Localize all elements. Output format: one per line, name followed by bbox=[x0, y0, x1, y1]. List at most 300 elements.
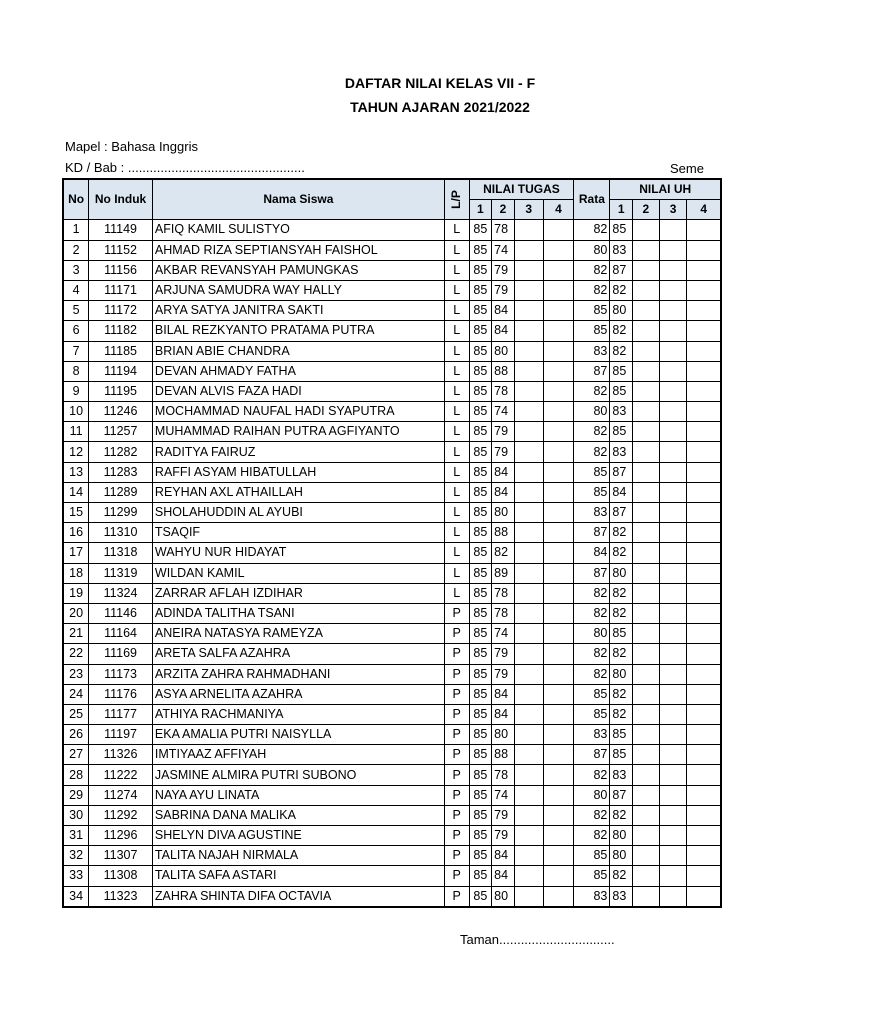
cell-uh-3 bbox=[659, 846, 687, 866]
cell-tugas-1: 85 bbox=[469, 603, 492, 623]
table-row bbox=[63, 846, 721, 866]
cell-uh-3 bbox=[659, 583, 687, 603]
cell-tugas-3 bbox=[514, 260, 543, 280]
cell-tugas-2: 79 bbox=[492, 826, 515, 846]
cell-no: 32 bbox=[63, 846, 89, 866]
cell-uh-4 bbox=[687, 361, 721, 381]
cell-uh-4 bbox=[687, 866, 721, 886]
cell-no: 16 bbox=[63, 523, 89, 543]
cell-tugas-1: 85 bbox=[469, 644, 492, 664]
grade-table-container bbox=[62, 178, 708, 914]
table-row bbox=[63, 624, 721, 644]
cell-tugas-2: 84 bbox=[492, 846, 515, 866]
cell-tugas-4 bbox=[543, 442, 574, 462]
header-tugas-3: 3 bbox=[514, 200, 543, 220]
table-row bbox=[63, 583, 721, 603]
cell-uh-2 bbox=[633, 684, 660, 704]
cell-uh-4 bbox=[687, 725, 721, 745]
cell-tugas-1: 85 bbox=[469, 785, 492, 805]
cell-nama: ARYA SATYA JANITRA SAKTI bbox=[152, 301, 444, 321]
cell-uh-2 bbox=[633, 361, 660, 381]
cell-no: 34 bbox=[63, 886, 89, 907]
cell-tugas-3 bbox=[514, 280, 543, 300]
cell-tugas-3 bbox=[514, 361, 543, 381]
cell-lp: L bbox=[444, 523, 469, 543]
cell-uh-1: 87 bbox=[610, 462, 633, 482]
header-lp: L/P bbox=[444, 179, 469, 220]
cell-uh-4 bbox=[687, 321, 721, 341]
cell-uh-2 bbox=[633, 280, 660, 300]
cell-tugas-2: 88 bbox=[492, 523, 515, 543]
cell-tugas-4 bbox=[543, 704, 574, 724]
cell-lp: L bbox=[444, 240, 469, 260]
cell-no-induk: 11182 bbox=[89, 321, 153, 341]
cell-tugas-1: 85 bbox=[469, 805, 492, 825]
cell-tugas-1: 85 bbox=[469, 301, 492, 321]
cell-rata: 87 bbox=[574, 745, 610, 765]
cell-uh-2 bbox=[633, 664, 660, 684]
cell-lp: L bbox=[444, 482, 469, 502]
cell-nama: JASMINE ALMIRA PUTRI SUBONO bbox=[152, 765, 444, 785]
cell-uh-2 bbox=[633, 704, 660, 724]
cell-rata: 82 bbox=[574, 603, 610, 623]
cell-uh-1: 80 bbox=[610, 664, 633, 684]
cell-tugas-3 bbox=[514, 886, 543, 907]
cell-tugas-1: 85 bbox=[469, 543, 492, 563]
cell-tugas-3 bbox=[514, 745, 543, 765]
cell-no: 28 bbox=[63, 765, 89, 785]
cell-lp: P bbox=[444, 805, 469, 825]
cell-tugas-3 bbox=[514, 402, 543, 422]
cell-uh-3 bbox=[659, 280, 687, 300]
cell-tugas-2: 79 bbox=[492, 422, 515, 442]
cell-uh-3 bbox=[659, 704, 687, 724]
cell-uh-3 bbox=[659, 745, 687, 765]
cell-uh-1: 82 bbox=[610, 523, 633, 543]
cell-tugas-4 bbox=[543, 341, 574, 361]
table-row bbox=[63, 321, 721, 341]
cell-tugas-2: 84 bbox=[492, 684, 515, 704]
cell-uh-4 bbox=[687, 381, 721, 401]
header-no-induk: No Induk bbox=[89, 179, 153, 220]
cell-rata: 84 bbox=[574, 543, 610, 563]
cell-nama: SHELYN DIVA AGUSTINE bbox=[152, 826, 444, 846]
cell-tugas-1: 85 bbox=[469, 361, 492, 381]
cell-uh-1: 84 bbox=[610, 482, 633, 502]
cell-uh-2 bbox=[633, 523, 660, 543]
cell-no: 27 bbox=[63, 745, 89, 765]
cell-uh-4 bbox=[687, 280, 721, 300]
cell-tugas-4 bbox=[543, 523, 574, 543]
cell-no: 21 bbox=[63, 624, 89, 644]
cell-uh-2 bbox=[633, 583, 660, 603]
cell-no-induk: 11257 bbox=[89, 422, 153, 442]
header-nilai-tugas: NILAI TUGAS bbox=[469, 179, 574, 200]
cell-rata: 82 bbox=[574, 442, 610, 462]
cell-tugas-3 bbox=[514, 301, 543, 321]
cell-rata: 80 bbox=[574, 785, 610, 805]
cell-nama: SHOLAHUDDIN AL AYUBI bbox=[152, 503, 444, 523]
cell-tugas-2: 82 bbox=[492, 543, 515, 563]
cell-uh-4 bbox=[687, 260, 721, 280]
cell-uh-2 bbox=[633, 381, 660, 401]
cell-tugas-1: 85 bbox=[469, 684, 492, 704]
cell-tugas-2: 80 bbox=[492, 886, 515, 907]
table-row bbox=[63, 886, 721, 907]
cell-lp: L bbox=[444, 220, 469, 240]
cell-tugas-2: 74 bbox=[492, 624, 515, 644]
cell-no: 11 bbox=[63, 422, 89, 442]
cell-tugas-2: 78 bbox=[492, 220, 515, 240]
cell-tugas-1: 85 bbox=[469, 826, 492, 846]
cell-no: 6 bbox=[63, 321, 89, 341]
cell-uh-3 bbox=[659, 523, 687, 543]
cell-tugas-3 bbox=[514, 462, 543, 482]
cell-rata: 82 bbox=[574, 826, 610, 846]
cell-tugas-3 bbox=[514, 805, 543, 825]
cell-uh-1: 82 bbox=[610, 704, 633, 724]
cell-uh-1: 83 bbox=[610, 886, 633, 907]
cell-tugas-3 bbox=[514, 220, 543, 240]
cell-no-induk: 11149 bbox=[89, 220, 153, 240]
table-row bbox=[63, 422, 721, 442]
cell-tugas-2: 79 bbox=[492, 644, 515, 664]
cell-tugas-3 bbox=[514, 765, 543, 785]
cell-no-induk: 11156 bbox=[89, 260, 153, 280]
table-row bbox=[63, 603, 721, 623]
cell-rata: 85 bbox=[574, 482, 610, 502]
semester-label: Seme bbox=[670, 161, 704, 176]
cell-tugas-1: 85 bbox=[469, 563, 492, 583]
cell-rata: 82 bbox=[574, 260, 610, 280]
header-tugas-4: 4 bbox=[543, 200, 574, 220]
header-uh-4: 4 bbox=[687, 200, 721, 220]
cell-uh-3 bbox=[659, 503, 687, 523]
cell-nama: MOCHAMMAD NAUFAL HADI SYAPUTRA bbox=[152, 402, 444, 422]
cell-uh-2 bbox=[633, 745, 660, 765]
document-subtitle: TAHUN AJARAN 2021/2022 bbox=[350, 99, 530, 115]
cell-no-induk: 11169 bbox=[89, 644, 153, 664]
cell-lp: P bbox=[444, 704, 469, 724]
cell-tugas-2: 78 bbox=[492, 381, 515, 401]
cell-no-induk: 11326 bbox=[89, 745, 153, 765]
cell-tugas-1: 85 bbox=[469, 704, 492, 724]
cell-no: 12 bbox=[63, 442, 89, 462]
cell-uh-1: 85 bbox=[610, 220, 633, 240]
cell-tugas-2: 74 bbox=[492, 240, 515, 260]
cell-uh-3 bbox=[659, 442, 687, 462]
cell-no: 14 bbox=[63, 482, 89, 502]
table-row bbox=[63, 866, 721, 886]
cell-no: 29 bbox=[63, 785, 89, 805]
cell-uh-2 bbox=[633, 260, 660, 280]
cell-tugas-3 bbox=[514, 442, 543, 462]
cell-uh-3 bbox=[659, 361, 687, 381]
cell-tugas-4 bbox=[543, 684, 574, 704]
cell-no-induk: 11246 bbox=[89, 402, 153, 422]
cell-uh-1: 82 bbox=[610, 543, 633, 563]
cell-tugas-4 bbox=[543, 603, 574, 623]
cell-lp: P bbox=[444, 866, 469, 886]
grade-table bbox=[62, 178, 722, 908]
cell-tugas-4 bbox=[543, 240, 574, 260]
cell-lp: L bbox=[444, 462, 469, 482]
cell-tugas-1: 85 bbox=[469, 381, 492, 401]
table-header bbox=[63, 179, 721, 220]
cell-rata: 85 bbox=[574, 321, 610, 341]
cell-tugas-3 bbox=[514, 422, 543, 442]
cell-lp: P bbox=[444, 846, 469, 866]
cell-uh-3 bbox=[659, 341, 687, 361]
cell-tugas-2: 84 bbox=[492, 704, 515, 724]
cell-rata: 87 bbox=[574, 563, 610, 583]
cell-uh-1: 80 bbox=[610, 301, 633, 321]
cell-lp: L bbox=[444, 503, 469, 523]
cell-tugas-2: 79 bbox=[492, 805, 515, 825]
table-row bbox=[63, 341, 721, 361]
cell-nama: TALITA NAJAH NIRMALA bbox=[152, 846, 444, 866]
cell-uh-1: 85 bbox=[610, 422, 633, 442]
cell-uh-4 bbox=[687, 603, 721, 623]
cell-no-induk: 11296 bbox=[89, 826, 153, 846]
cell-tugas-1: 85 bbox=[469, 280, 492, 300]
cell-tugas-1: 85 bbox=[469, 422, 492, 442]
cell-nama: MUHAMMAD RAIHAN PUTRA AGFIYANTO bbox=[152, 422, 444, 442]
cell-no-induk: 11173 bbox=[89, 664, 153, 684]
cell-nama: RAFFI ASYAM HIBATULLAH bbox=[152, 462, 444, 482]
cell-tugas-1: 85 bbox=[469, 341, 492, 361]
cell-uh-1: 85 bbox=[610, 745, 633, 765]
cell-uh-4 bbox=[687, 341, 721, 361]
cell-nama: ZARRAR AFLAH IZDIHAR bbox=[152, 583, 444, 603]
cell-no: 4 bbox=[63, 280, 89, 300]
cell-rata: 80 bbox=[574, 240, 610, 260]
cell-nama: REYHAN AXL ATHAILLAH bbox=[152, 482, 444, 502]
cell-no: 25 bbox=[63, 704, 89, 724]
cell-lp: L bbox=[444, 422, 469, 442]
cell-rata: 87 bbox=[574, 361, 610, 381]
table-row bbox=[63, 765, 721, 785]
cell-uh-2 bbox=[633, 462, 660, 482]
cell-rata: 82 bbox=[574, 583, 610, 603]
cell-uh-1: 80 bbox=[610, 826, 633, 846]
cell-nama: DEVAN ALVIS FAZA HADI bbox=[152, 381, 444, 401]
cell-lp: L bbox=[444, 543, 469, 563]
cell-lp: P bbox=[444, 886, 469, 907]
cell-no-induk: 11195 bbox=[89, 381, 153, 401]
cell-uh-1: 87 bbox=[610, 785, 633, 805]
cell-no: 17 bbox=[63, 543, 89, 563]
cell-no: 18 bbox=[63, 563, 89, 583]
cell-no-induk: 11289 bbox=[89, 482, 153, 502]
cell-tugas-4 bbox=[543, 402, 574, 422]
cell-tugas-2: 88 bbox=[492, 361, 515, 381]
header-tugas-1: 1 bbox=[469, 200, 492, 220]
cell-uh-2 bbox=[633, 402, 660, 422]
cell-uh-3 bbox=[659, 603, 687, 623]
cell-tugas-2: 79 bbox=[492, 260, 515, 280]
cell-uh-3 bbox=[659, 765, 687, 785]
cell-uh-3 bbox=[659, 301, 687, 321]
cell-uh-3 bbox=[659, 220, 687, 240]
cell-lp: L bbox=[444, 583, 469, 603]
cell-lp: L bbox=[444, 442, 469, 462]
cell-tugas-3 bbox=[514, 503, 543, 523]
cell-tugas-4 bbox=[543, 785, 574, 805]
cell-uh-2 bbox=[633, 805, 660, 825]
cell-uh-4 bbox=[687, 482, 721, 502]
cell-rata: 83 bbox=[574, 886, 610, 907]
cell-rata: 82 bbox=[574, 765, 610, 785]
signature-place: Taman................................ bbox=[460, 932, 615, 947]
table-row bbox=[63, 805, 721, 825]
table-row bbox=[63, 644, 721, 664]
cell-uh-3 bbox=[659, 462, 687, 482]
cell-tugas-3 bbox=[514, 624, 543, 644]
table-row bbox=[63, 543, 721, 563]
cell-no: 26 bbox=[63, 725, 89, 745]
cell-uh-1: 82 bbox=[610, 805, 633, 825]
cell-tugas-4 bbox=[543, 280, 574, 300]
cell-no: 19 bbox=[63, 583, 89, 603]
cell-uh-3 bbox=[659, 664, 687, 684]
cell-no-induk: 11283 bbox=[89, 462, 153, 482]
cell-no-induk: 11310 bbox=[89, 523, 153, 543]
cell-nama: SABRINA DANA MALIKA bbox=[152, 805, 444, 825]
cell-tugas-4 bbox=[543, 260, 574, 280]
cell-uh-4 bbox=[687, 462, 721, 482]
cell-tugas-1: 85 bbox=[469, 402, 492, 422]
cell-no-induk: 11274 bbox=[89, 785, 153, 805]
cell-uh-1: 83 bbox=[610, 765, 633, 785]
cell-tugas-4 bbox=[543, 422, 574, 442]
cell-tugas-4 bbox=[543, 805, 574, 825]
cell-tugas-2: 79 bbox=[492, 280, 515, 300]
cell-tugas-2: 78 bbox=[492, 765, 515, 785]
cell-uh-2 bbox=[633, 422, 660, 442]
cell-nama: BILAL REZKYANTO PRATAMA PUTRA bbox=[152, 321, 444, 341]
cell-tugas-4 bbox=[543, 462, 574, 482]
cell-uh-2 bbox=[633, 563, 660, 583]
cell-rata: 85 bbox=[574, 684, 610, 704]
cell-tugas-2: 78 bbox=[492, 603, 515, 623]
cell-no: 9 bbox=[63, 381, 89, 401]
table-row bbox=[63, 260, 721, 280]
cell-uh-4 bbox=[687, 684, 721, 704]
cell-tugas-2: 84 bbox=[492, 866, 515, 886]
cell-uh-3 bbox=[659, 785, 687, 805]
cell-uh-1: 82 bbox=[610, 866, 633, 886]
cell-nama: NAYA AYU LINATA bbox=[152, 785, 444, 805]
table-row bbox=[63, 704, 721, 724]
cell-uh-2 bbox=[633, 603, 660, 623]
cell-uh-1: 87 bbox=[610, 503, 633, 523]
cell-no-induk: 11164 bbox=[89, 624, 153, 644]
cell-tugas-3 bbox=[514, 603, 543, 623]
table-body bbox=[63, 220, 721, 907]
cell-uh-4 bbox=[687, 765, 721, 785]
cell-nama: EKA AMALIA PUTRI NAISYLLA bbox=[152, 725, 444, 745]
cell-tugas-4 bbox=[543, 725, 574, 745]
cell-rata: 82 bbox=[574, 422, 610, 442]
cell-uh-1: 82 bbox=[610, 583, 633, 603]
cell-tugas-2: 88 bbox=[492, 745, 515, 765]
table-row bbox=[63, 503, 721, 523]
header-no: No bbox=[63, 179, 89, 220]
cell-lp: L bbox=[444, 260, 469, 280]
cell-no: 24 bbox=[63, 684, 89, 704]
cell-uh-2 bbox=[633, 220, 660, 240]
cell-rata: 83 bbox=[574, 341, 610, 361]
cell-no-induk: 11177 bbox=[89, 704, 153, 724]
cell-uh-2 bbox=[633, 624, 660, 644]
cell-rata: 82 bbox=[574, 664, 610, 684]
cell-uh-2 bbox=[633, 725, 660, 745]
cell-uh-1: 83 bbox=[610, 442, 633, 462]
cell-rata: 85 bbox=[574, 846, 610, 866]
cell-uh-2 bbox=[633, 321, 660, 341]
cell-tugas-3 bbox=[514, 704, 543, 724]
cell-tugas-2: 84 bbox=[492, 462, 515, 482]
cell-tugas-1: 85 bbox=[469, 240, 492, 260]
cell-tugas-4 bbox=[543, 866, 574, 886]
cell-lp: P bbox=[444, 664, 469, 684]
cell-tugas-2: 80 bbox=[492, 725, 515, 745]
cell-tugas-4 bbox=[543, 321, 574, 341]
cell-uh-3 bbox=[659, 402, 687, 422]
cell-tugas-4 bbox=[543, 826, 574, 846]
cell-uh-1: 85 bbox=[610, 361, 633, 381]
cell-uh-4 bbox=[687, 785, 721, 805]
cell-rata: 85 bbox=[574, 462, 610, 482]
cell-nama: WAHYU NUR HIDAYAT bbox=[152, 543, 444, 563]
cell-nama: ANEIRA NATASYA RAMEYZA bbox=[152, 624, 444, 644]
cell-tugas-3 bbox=[514, 684, 543, 704]
cell-nama: AHMAD RIZA SEPTIANSYAH FAISHOL bbox=[152, 240, 444, 260]
cell-uh-1: 85 bbox=[610, 381, 633, 401]
cell-tugas-4 bbox=[543, 886, 574, 907]
cell-tugas-1: 85 bbox=[469, 503, 492, 523]
cell-uh-4 bbox=[687, 442, 721, 462]
cell-no-induk: 11185 bbox=[89, 341, 153, 361]
cell-no: 15 bbox=[63, 503, 89, 523]
cell-nama: WILDAN KAMIL bbox=[152, 563, 444, 583]
table-row bbox=[63, 240, 721, 260]
cell-uh-3 bbox=[659, 240, 687, 260]
cell-no: 13 bbox=[63, 462, 89, 482]
cell-uh-4 bbox=[687, 664, 721, 684]
cell-uh-3 bbox=[659, 684, 687, 704]
cell-tugas-1: 85 bbox=[469, 725, 492, 745]
cell-uh-3 bbox=[659, 624, 687, 644]
cell-no: 7 bbox=[63, 341, 89, 361]
cell-uh-2 bbox=[633, 503, 660, 523]
cell-tugas-4 bbox=[543, 503, 574, 523]
cell-rata: 80 bbox=[574, 402, 610, 422]
cell-no: 20 bbox=[63, 603, 89, 623]
cell-rata: 80 bbox=[574, 624, 610, 644]
cell-tugas-4 bbox=[543, 644, 574, 664]
cell-rata: 82 bbox=[574, 280, 610, 300]
table-row bbox=[63, 280, 721, 300]
table-row bbox=[63, 462, 721, 482]
cell-uh-1: 85 bbox=[610, 624, 633, 644]
cell-uh-4 bbox=[687, 301, 721, 321]
cell-nama: AKBAR REVANSYAH PAMUNGKAS bbox=[152, 260, 444, 280]
cell-no-induk: 11323 bbox=[89, 886, 153, 907]
cell-uh-2 bbox=[633, 785, 660, 805]
cell-no: 31 bbox=[63, 826, 89, 846]
